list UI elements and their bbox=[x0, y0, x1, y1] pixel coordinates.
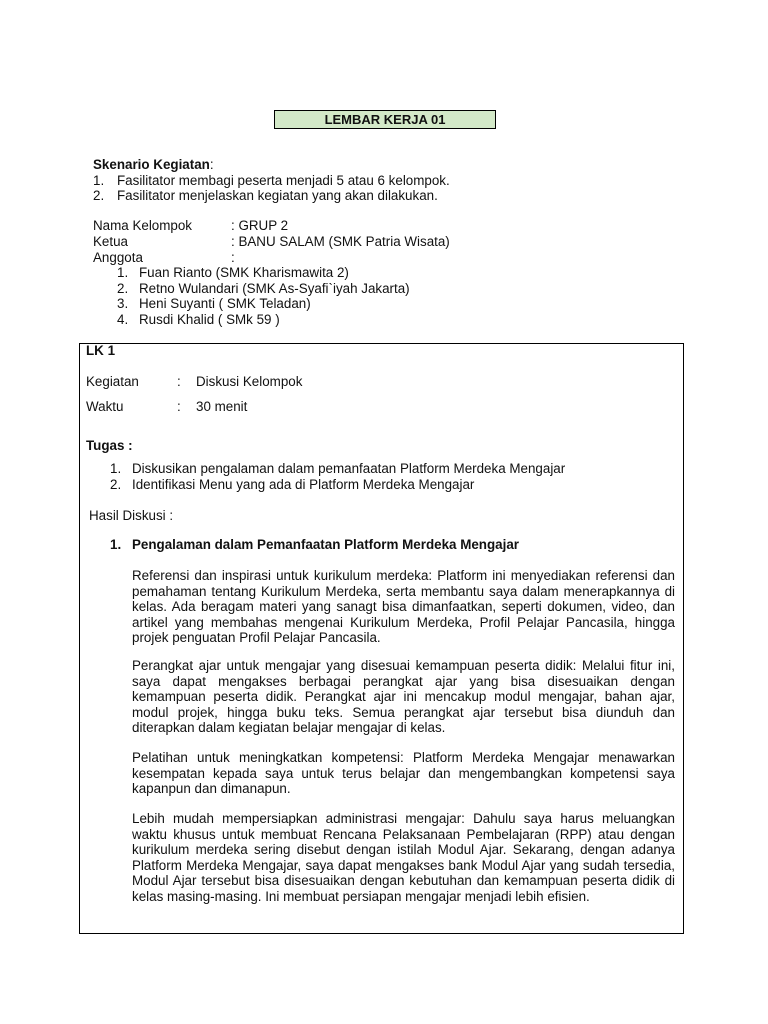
worksheet-title: LEMBAR KERJA 01 bbox=[274, 110, 496, 129]
paragraph-2: Perangkat ajar untuk mengajar yang disesuai kemampuan peserta didik: Melalui fitur ini, saya dapat mengakses berbagai perangkat ajar yang bisa disesuaikan dengan kemampuan peserta didik. Perangkat ajar ini mencakup modul mengajar, bahan ajar, modul projek, hingga buku teks. Semua perangkat ajar tersebut bisa diunduh dan diterapkan dalam kegiatan belajar mengajar di kelas. bbox=[132, 658, 675, 736]
result-heading: Hasil Diskusi : bbox=[89, 508, 174, 523]
activity-value: Diskusi Kelompok bbox=[196, 374, 303, 389]
group-members-label: Anggota bbox=[93, 250, 143, 265]
section1-title: Pengalaman dalam Pemanfaatan Platform Merdeka Mengajar bbox=[132, 537, 519, 552]
scenario-colon: : bbox=[209, 157, 214, 172]
section1-number: 1. bbox=[110, 537, 122, 552]
scenario-number-1: 1. bbox=[93, 173, 105, 188]
scenario-item-1: Fasilitator membagi peserta menjadi 5 atau 6 kelompok. bbox=[117, 173, 450, 188]
member-number-4: 4. bbox=[117, 312, 129, 327]
task-item-2: Identifikasi Menu yang ada di Platform Merdeka Mengajar bbox=[132, 477, 475, 492]
paragraph-1: Referensi dan inspirasi untuk kurikulum merdeka: Platform ini menyediakan referensi dan pemahaman tentang Kurikulum Merdeka, serta membantu saya dalam menerapkannya di kelas. Ada beragam materi yang sanagt bisa dimanfaatkan, seperti dokumen, video, dan artikel yang membahas mengenai Kurikulum Merdeka, Profil Pelajar Pancasila, hingga projek penguatan Profil Pelajar Pancasila. bbox=[132, 568, 675, 646]
member-number-1: 1. bbox=[117, 265, 129, 280]
group-leader-label: Ketua bbox=[93, 234, 128, 249]
lk-label: LK 1 bbox=[86, 343, 116, 358]
time-label: Waktu bbox=[86, 399, 124, 414]
member-item-3: Heni Suyanti ( SMK Teladan) bbox=[139, 296, 311, 311]
activity-colon: : bbox=[177, 374, 181, 389]
scenario-number-2: 2. bbox=[93, 188, 105, 203]
member-item-1: Fuan Rianto (SMK Kharismawita 2) bbox=[139, 265, 349, 280]
scenario-item-2: Fasilitator menjelaskan kegiatan yang akan dilakukan. bbox=[117, 188, 438, 203]
time-value: 30 menit bbox=[196, 399, 248, 414]
group-members-colon: : bbox=[231, 250, 235, 265]
member-item-2: Retno Wulandari (SMK As-Syafi`iyah Jakarta) bbox=[139, 281, 410, 296]
scenario-heading: Skenario Kegiatan bbox=[93, 157, 210, 172]
time-colon: : bbox=[177, 399, 181, 414]
paragraph-4: Lebih mudah mempersiapkan administrasi mengajar: Dahulu saya harus meluangkan waktu khusus untuk membuat Rencana Pelaksanaan Pembelajaran (RPP) atau dengan kurikulum merdeka sering disebut dengan istilah Modul Ajar. Sekarang, dengan adanya Platform Merdeka Mengajar, saya dapat mengakses bank Modul Ajar yang sudah tersedia, Modul Ajar tersebut bisa disesuaikan dengan kebutuhan dan kemampuan peserta didik di kelas masing-masing. Ini membuat persiapan mengajar menjadi lebih efisien. bbox=[132, 811, 675, 904]
member-number-3: 3. bbox=[117, 296, 129, 311]
task-number-1: 1. bbox=[110, 461, 122, 476]
group-leader-value: : BANU SALAM (SMK Patria Wisata) bbox=[231, 234, 450, 249]
tasks-heading: Tugas : bbox=[86, 438, 133, 453]
member-item-4: Rusdi Khalid ( SMk 59 ) bbox=[139, 312, 280, 327]
scenario-heading-line bbox=[93, 157, 214, 172]
task-number-2: 2. bbox=[110, 477, 122, 492]
group-name-value: : GRUP 2 bbox=[231, 218, 289, 233]
paragraph-3: Pelatihan untuk meningkatkan kompetensi: Platform Merdeka Mengajar menawarkan kesempatan kepada saya untuk terus belajar dan mengembangkan kompetensi saya kapanpun dan dimanapun. bbox=[132, 750, 675, 797]
activity-label: Kegiatan bbox=[86, 374, 139, 389]
task-item-1: Diskusikan pengalaman dalam pemanfaatan Platform Merdeka Mengajar bbox=[132, 461, 566, 476]
group-name-label: Nama Kelompok bbox=[93, 218, 192, 233]
member-number-2: 2. bbox=[117, 281, 129, 296]
